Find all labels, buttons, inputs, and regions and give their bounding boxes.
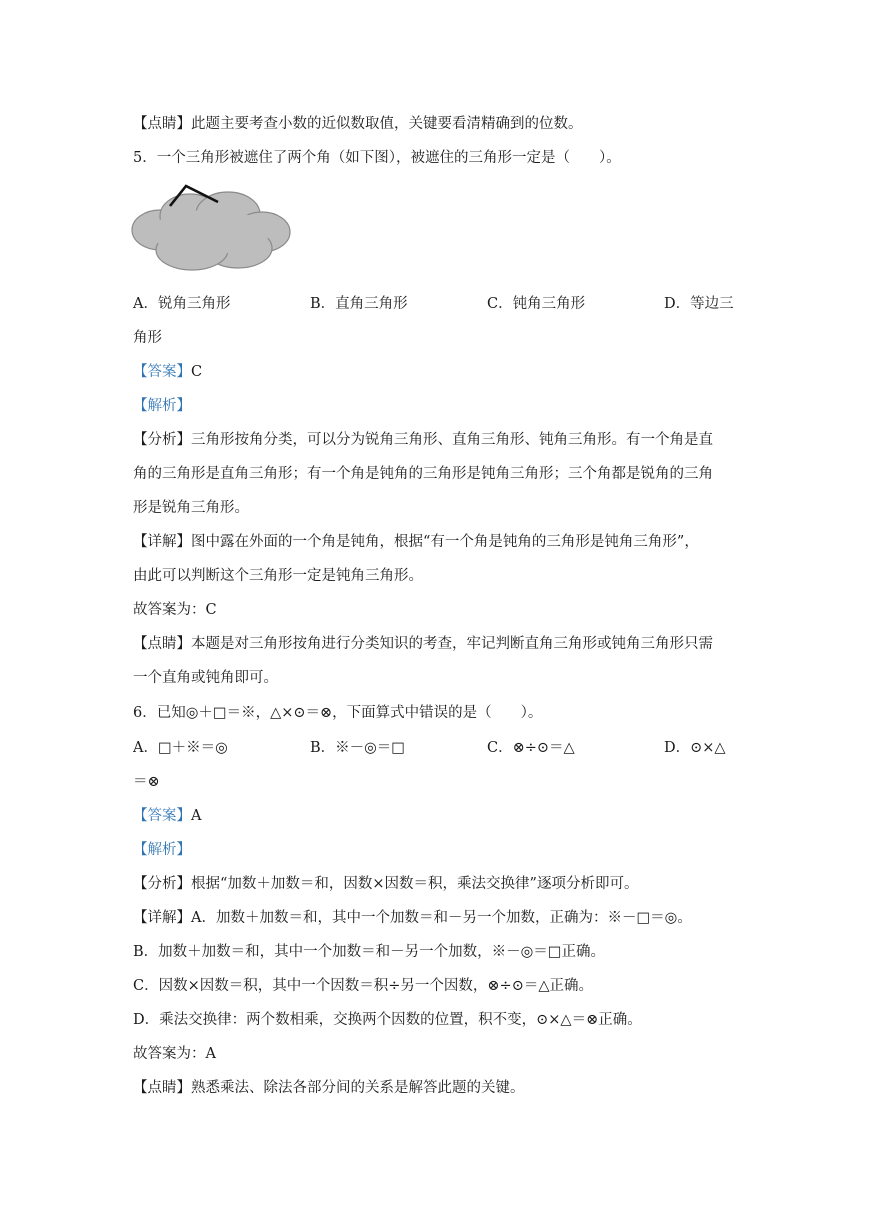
q6-fenxi [133,874,638,894]
q6-jiexi-tag: 【解析】 [133,842,191,858]
q5-dianjing-line-2: 一个直角或钝角即可。 [133,670,278,686]
q6-option-c: C．⊗÷⊙＝△ [487,740,575,756]
q5-answer [133,362,202,382]
question-5-stem: 5．一个三角形被遮住了两个角（如下图），被遮住的三角形一定是（ ）。 [133,150,621,166]
q5-jiexi-tag: 【解析】 [133,398,191,414]
q6-xiangjie-line-c: C．因数×因数＝积，其中一个因数＝积÷另一个因数，⊗÷⊙＝△正确。 [133,978,593,994]
q5-option-b: B．直角三角形 [310,296,408,312]
dianjing-text: 熟悉乘法、除法各部分间的关系是解答此题的关键。 [191,1080,525,1096]
q5-dianjing-line-1 [133,634,713,654]
dianjing-tag: 【点睛】 [133,636,191,652]
answer-value: A [191,808,202,824]
dianjing-paragraph-1 [133,114,583,134]
fenxi-text: 根据“加数＋加数＝和，因数×因数＝积，乘法交换律”逐项分析即可。 [191,876,639,892]
q5-final-answer: 故答案为：C [133,602,217,618]
q5-option-a: A．锐角三角形 [133,296,231,312]
dianjing-text: 此题主要考查小数的近似数取值，关键要看清精确到的位数。 [191,116,583,132]
fenxi-text: 三角形按角分类，可以分为锐角三角形、直角三角形、钝角三角形。有一个角是直 [191,432,713,448]
q6-option-b: B．※－◎＝□ [310,740,406,756]
q5-option-d: D．等边三 [664,296,734,312]
q6-xiangjie-line-d: D．乘法交换律：两个数相乘，交换两个因数的位置，积不变，⊙×△＝⊗正确。 [133,1012,642,1028]
dianjing-tag: 【点睛】 [133,116,191,132]
dianjing-tag: 【点睛】 [133,1080,191,1096]
q5-xiangjie-line-2: 由此可以判断这个三角形一定是钝角三角形。 [133,568,423,584]
covered-triangle-figure [130,182,294,278]
q5-fenxi-line-2: 角的三角形是直角三角形；有一个角是钝角的三角形是钝角三角形；三个角都是锐角的三角 [133,466,713,482]
q6-final-answer: 故答案为：A [133,1046,216,1062]
q6-xiangjie-line-a [133,908,692,928]
xiangjie-tag: 【详解】 [133,534,191,550]
xiangjie-text: A．加数＋加数＝和，其中一个加数＝和－另一个加数，正确为：※－□＝◎。 [191,910,692,926]
q6-option-a: A．□＋※＝◎ [133,740,228,756]
q5-option-d-continued: 角形 [133,330,162,346]
answer-value: C [191,364,203,380]
q6-option-d-continued: ＝⊗ [133,774,160,790]
question-6-stem: 6．已知◎＋□＝※，△×⊙＝⊗，下面算式中错误的是（ ）。 [133,705,543,721]
fenxi-tag: 【分析】 [133,876,191,892]
q6-answer [133,806,201,826]
q5-fenxi-line-1 [133,430,713,450]
answer-tag: 【答案】 [133,364,191,380]
xiangjie-text: 图中露在外面的一个角是钝角，根据“有一个角是钝角的三角形是钝角三角形”， [191,534,699,550]
q6-option-d: D．⊙×△ [664,740,726,756]
xiangjie-tag: 【详解】 [133,910,191,926]
q6-xiangjie-line-b: B．加数＋加数＝和，其中一个加数＝和－另一个加数，※－◎＝□正确。 [133,944,606,960]
q5-option-c: C．钝角三角形 [487,296,586,312]
fenxi-tag: 【分析】 [133,432,191,448]
answer-tag: 【答案】 [133,808,191,824]
q5-fenxi-line-3: 形是锐角三角形。 [133,500,249,516]
q5-xiangjie-line-1 [133,532,699,552]
q6-dianjing [133,1078,525,1098]
dianjing-text: 本题是对三角形按角进行分类知识的考查，牢记判断直角三角形或钝角三角形只需 [191,636,713,652]
